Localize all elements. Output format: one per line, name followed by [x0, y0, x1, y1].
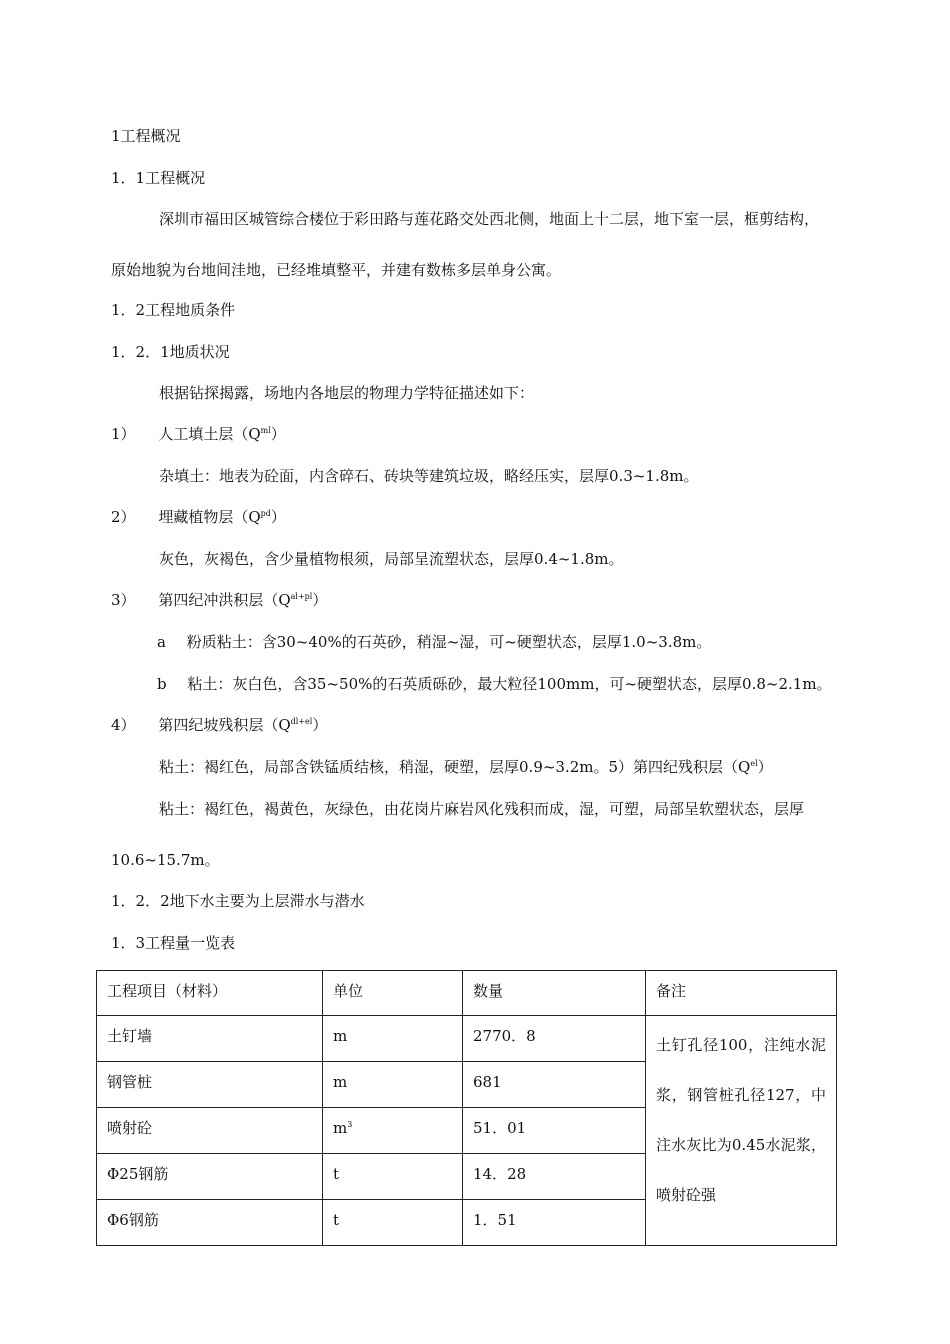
section-heading-1-2: 1．2工程地质条件: [111, 301, 236, 319]
table-cell-item: Φ6钢筋: [97, 1200, 323, 1246]
layer-2-description: 灰色，灰褐色，含少量植物根须，局部呈流塑状态，层厚0.4~1.8m。: [159, 550, 624, 568]
table-cell-item: 钢管桩: [97, 1062, 323, 1108]
table-header-unit: 单位: [323, 971, 463, 1016]
layer-3a-text: 粉质粘土：含30~40%的石英砂，稍湿~湿，可~硬塑状态，层厚1.0~3.8m。: [186, 633, 712, 651]
layer-1-heading: [111, 424, 286, 444]
layer-3-heading: [111, 590, 327, 610]
table-row: [97, 1016, 837, 1062]
table-cell-unit: m: [323, 1016, 463, 1062]
section-heading-1-2-1: 1．2．1地质状况: [111, 343, 230, 361]
table-cell-unit: $m^3$: [323, 1108, 463, 1154]
table-cell-remark: 土钉孔径100，注纯水泥浆，钢管桩孔径127，中注水灰比为0.45水泥浆，喷射砼强: [646, 1016, 837, 1246]
layer-3-title: 第四纪冲洪积层$(Q^{al+pl})$: [158, 591, 328, 609]
geology-intro-paragraph: 根据钻探揭露，场地内各地层的物理力学特征描述如下：: [159, 384, 535, 402]
layer-1-number: 1）: [111, 425, 136, 443]
table-header-item: 工程项目（材料）: [97, 971, 323, 1016]
layer-1-title: 人工填土层$(Q^{ml})$: [158, 425, 286, 443]
table-cell-quantity: 2770．8: [463, 1016, 646, 1062]
layer-3b-description: [157, 674, 832, 694]
table-cell-quantity: 14．28: [463, 1154, 646, 1200]
layer-5-description-line-1: 粘土：褐红色，褐黄色，灰绿色，由花岗片麻岩风化残积而成，湿，可塑，局部呈软塑状态，层厚: [159, 800, 805, 818]
section-heading-1-1: 1．1工程概况: [111, 169, 206, 187]
table-cell-item: 喷射砼: [97, 1108, 323, 1154]
layer-3a-label: a: [157, 633, 166, 651]
table-cell-unit: t: [323, 1154, 463, 1200]
table-cell-quantity: 51．01: [463, 1108, 646, 1154]
overview-paragraph-line-2: 原始地貌为台地间洼地，已经堆填整平，并建有数栋多层单身公寓。: [111, 261, 562, 279]
table-cell-quantity: 681: [463, 1062, 646, 1108]
layer-2-number: 2）: [111, 508, 136, 526]
table-header-remark: 备注: [646, 971, 837, 1016]
layer-1-description: 杂填土：地表为砼面，内含碎石、砖块等建筑垃圾，略经压实，层厚0.3~1.8m。: [159, 467, 699, 485]
layer-2-title: 埋藏植物层$(Q^{pd})$: [158, 508, 286, 526]
table-cell-unit: t: [323, 1200, 463, 1246]
layer-3-number: 3）: [111, 591, 136, 609]
quantity-table: [96, 970, 837, 1246]
layer-3b-label: b: [157, 675, 167, 693]
table-cell-item: 土钉墙: [97, 1016, 323, 1062]
table-cell-unit: m: [323, 1062, 463, 1108]
section-heading-1-3: 1．3工程量一览表: [111, 934, 236, 952]
layer-4-number: 4）: [111, 716, 136, 734]
section-heading-1: 1工程概况: [111, 127, 181, 145]
layer-4-description: 粘土：褐红色，局部含铁锰质结核，稍湿，硬塑，层厚0.9~3.2m。5）第四纪残积层$(Q^{el})$: [159, 758, 773, 776]
table-cell-quantity: 1．51: [463, 1200, 646, 1246]
table-cell-item: Φ25钢筋: [97, 1154, 323, 1200]
layer-2-heading: [111, 507, 286, 527]
layer-3a-description: [157, 632, 711, 652]
overview-paragraph-line-1: 深圳市福田区城管综合楼位于彩田路与莲花路交处西北侧，地面上十二层，地下室一层，框剪结构，: [159, 210, 820, 228]
section-heading-1-2-2: 1．2．2地下水主要为上层滞水与潜水: [111, 892, 365, 910]
layer-3b-text: 粘土：灰白色，含35~50%的石英质砾砂，最大粒径100mm，可~硬塑状态，层厚0.8~2.1m。: [187, 675, 832, 693]
layer-4-heading: [111, 715, 327, 735]
layer-5-description-line-2: 10.6~15.7m。: [111, 851, 220, 869]
table-header-quantity: 数量: [463, 971, 646, 1016]
table-header-row: [97, 971, 837, 1016]
layer-4-title: 第四纪坡残积层$(Q^{dl+el})$: [158, 716, 328, 734]
